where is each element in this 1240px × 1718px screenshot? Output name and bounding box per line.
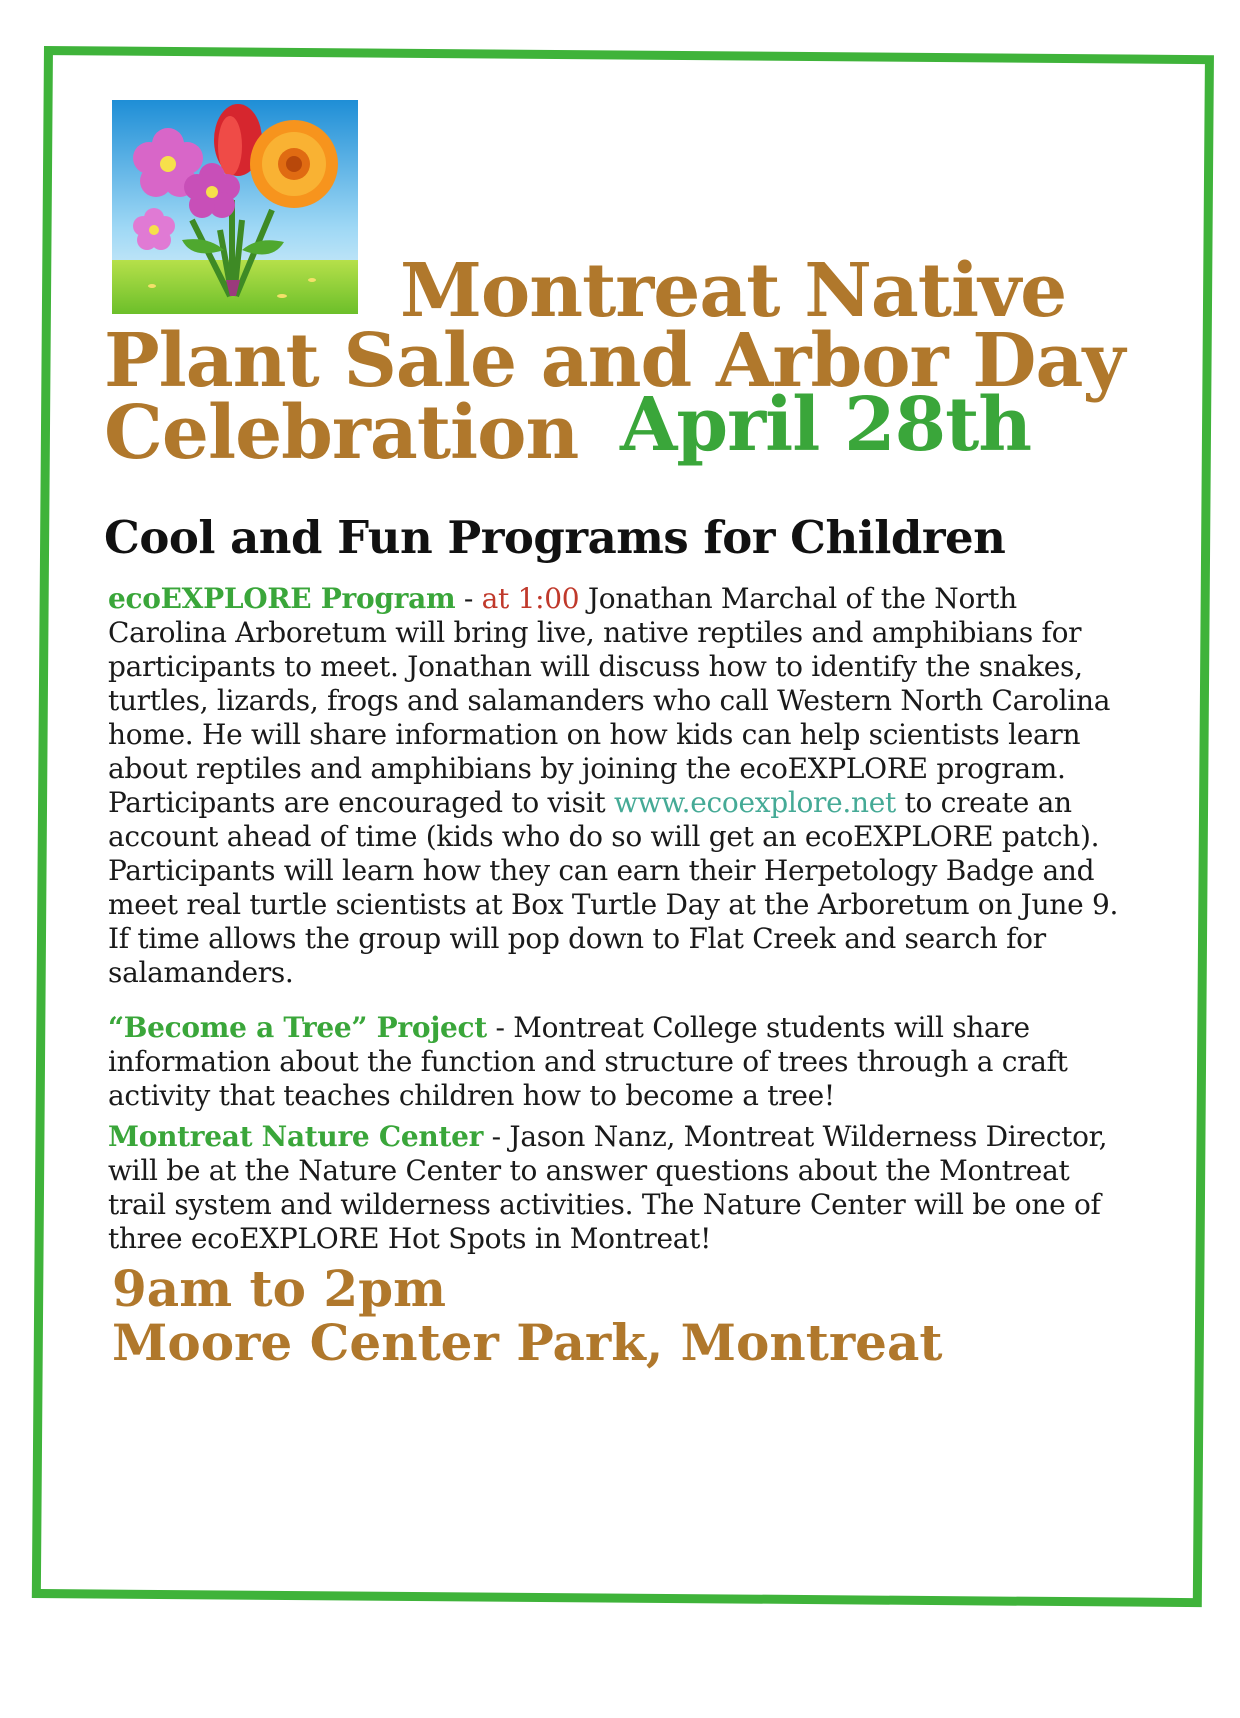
ecoexplore-paragraph (108, 582, 1128, 990)
event-hours: 9am to 2pm (112, 1259, 447, 1318)
ecoexplore-program-name: ecoEXPLORE Program (108, 582, 456, 615)
nature-center-name: Montreat Nature Center (108, 1120, 484, 1153)
tree-project-name: “Become a Tree” Project (108, 1011, 487, 1044)
nature-center-paragraph (108, 1120, 1128, 1256)
ecoexplore-website-link[interactable]: www.ecoexplore.net (613, 786, 896, 819)
title-line-1: Montreat Native (400, 248, 1067, 334)
title-line-2: Plant Sale and Arbor Day (104, 318, 1125, 404)
tree-project-paragraph (108, 1011, 1128, 1113)
ecoexplore-separator: - (455, 582, 482, 615)
event-title (0, 0, 1180, 480)
event-date: April 28th (620, 382, 1032, 468)
event-details-footer (112, 1259, 943, 1372)
ecoexplore-text-before-link: Jonathan Marchal of the North Carolina Arboretum will bring live, native reptiles and amphibians for participants to meet. Jonathan will discuss how to identify the snakes, turtles, lizards, frogs and salamanders who call Western North Carolina home. He will share information on how kids can help scientists learn about reptiles and amphibians by joining the ecoEXPLORE program. Participants are encouraged to visit (108, 582, 1111, 819)
programs-heading: Cool and Fun Programs for Children (104, 511, 1006, 564)
nature-center-text: - Jason Nanz, Montreat Wilderness Director, will be at the Nature Center to answer questions about the Montreat trail system and wilderness activities. The Nature Center will be one of three ecoEXPLORE Hot Spots in Montreat! (108, 1120, 1108, 1255)
tree-project-text: - Montreat College students will share information about the function and structure of trees through a craft activity that teaches children how to become a tree! (108, 1011, 1068, 1112)
ecoexplore-time: at 1:00 (481, 582, 580, 615)
event-location: Moore Center Park, Montreat (112, 1313, 943, 1372)
title-line-3: Celebration (104, 390, 579, 476)
ecoexplore-text-after-link: to create an account ahead of time (kids who do so will get an ecoEXPLORE patch). Participants will learn how they can earn their Herpetology Badge and meet real turtle scientists at Box Turtle Day at the Arboretum on June 9. If time allows the group will pop down to Flat Creek and search for salamanders. (108, 786, 1119, 989)
